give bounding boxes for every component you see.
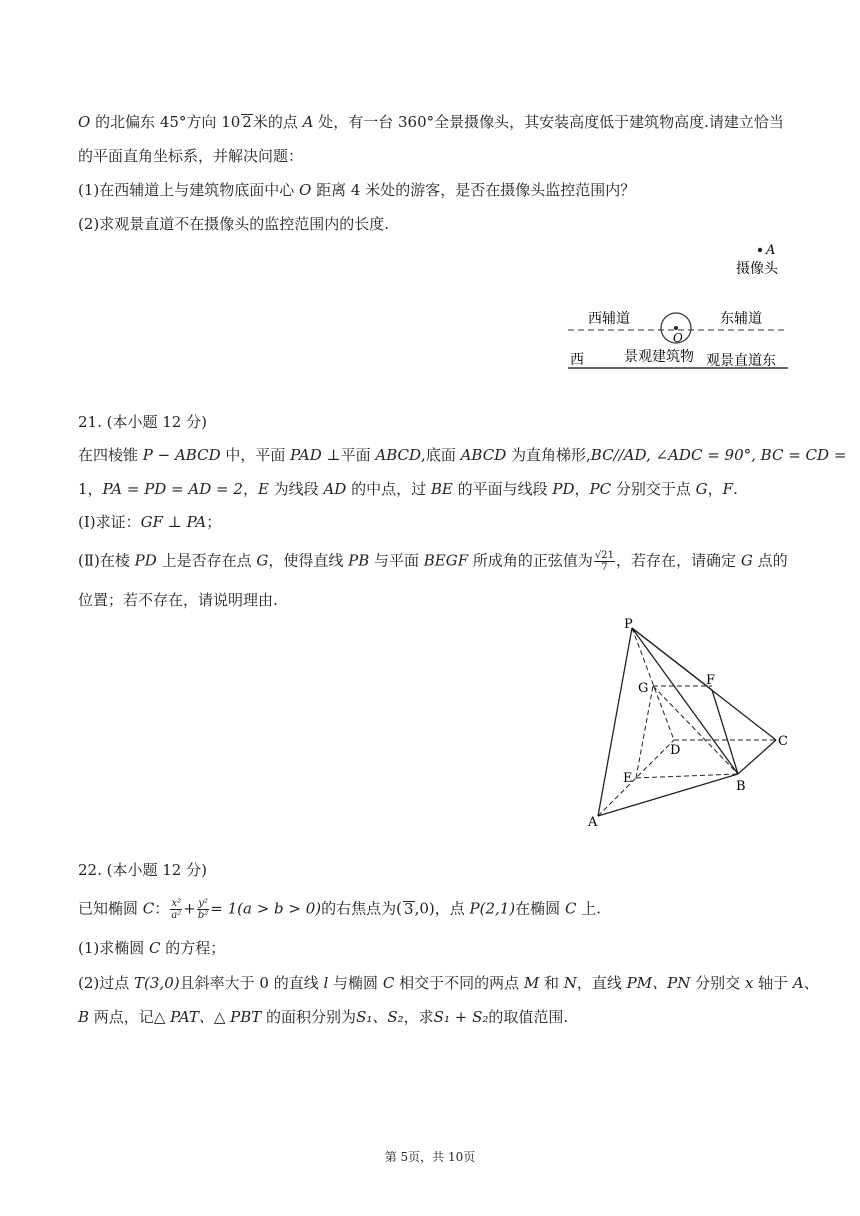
label-camera: 摄像头 [736,261,778,277]
label-vertex-d: D [670,743,681,758]
fraction-y2-b2: $\frac{\text{y²}}{\text{b²}}$ [197,898,209,921]
label-vertex-e: E [623,771,633,786]
label-vertex-p: P [624,617,633,632]
q22-part-2: (2)过点 T(3,0)且斜率大于 0 的直线 l 与椭圆 C 相交于不同的两点 M 和 N，直线 PM、PN 分别交 x 轴于 A、 [78,974,819,992]
label-west-road: 西辅道 [588,311,630,327]
point-a-dot [758,248,762,252]
label-point-a: A [766,243,776,258]
q21-part-2: (Ⅱ)在棱 PD 上是否存在点 G，使得直线 PB 与平面 BEGF 所成角的正弦值为 $\frac{√21}{7}$ ，若存在，请确定 G 点的 [78,550,788,573]
fraction-x2-a2: $\frac{\text{x²}}{\text{a²}}$ [171,898,182,921]
figure-q20 [560,238,800,378]
fraction-sqrt21-over-7: $\frac{√21}{7}$ [594,550,615,573]
label-east-road: 东辅道 [720,311,762,327]
label-west: 西 [570,352,584,368]
q21-line-1: 在四棱锥 P − ABCD 中，平面 PAD ⊥平面 ABCD,底面 ABCD 为直角梯形,BC//AD, ∠ADC = 90°, BC = CD = [78,446,847,464]
q22-part-1: (1)求椭圆 C 的方程； [78,939,226,957]
label-vertex-f: F [706,673,716,688]
q21-header: 21. (本小题 12 分) [78,413,207,431]
page-footer: 第 5页，共 10页 [384,1150,476,1164]
sqrt-3: 3 [404,899,414,918]
label-building: 景观建筑物 [624,349,694,365]
q22-part-2-cont: B 两点，记△ PAT、△ PBT 的面积分别为S₁、S₂，求S₁ + S₂的取值范围. [78,1008,569,1026]
label-vertex-b: B [736,779,746,794]
q20-line-1: O 的北偏东 45°方向 10 2米的点 A 处，有一台 360°全景摄像头，其安装高度低于建筑物高度.请建立恰当 [78,113,784,131]
label-vertex-c: C [778,734,788,749]
label-vertex-a: A [588,815,598,827]
q21-part-2-cont: 位置；若不存在，请说明理由. [78,591,278,609]
q22-line-1: 已知椭圆 C： $\frac{\text{x²}}{\text{a²}}$ + $\frac{\text{y²}}{\text{b²}}$ = 1(a > b > 0)的右焦点为( 3,0)，点 P(2,1)在椭圆 C 上. [78,898,601,921]
figure-q21-pyramid [580,612,800,827]
q22-header: 22. (本小题 12 分) [78,861,207,879]
label-straight-road: 观景直道东 [706,353,776,369]
q21-line-2: 1，PA = PD = AD = 2，E 为线段 AD 的中点，过 BE 的平面与线段 PD，PC 分别交于点 G，F. [78,480,738,498]
q20-part-1: (1)在西辅道上与建筑物底面中心 O 距离 4 米处的游客，是否在摄像头监控范围内？ [78,181,636,199]
q20-line-2: 的平面直角坐标系，并解决问题： [78,147,304,165]
label-center-o: O [673,331,683,345]
label-vertex-g: G [638,681,649,696]
sqrt-2: 2 [242,113,252,131]
center-dot [674,326,678,330]
q21-part-1: (Ⅰ)求证：GF ⊥ PA； [78,513,222,531]
q20-part-2: (2)求观景直道不在摄像头的监控范围内的长度. [78,215,390,233]
